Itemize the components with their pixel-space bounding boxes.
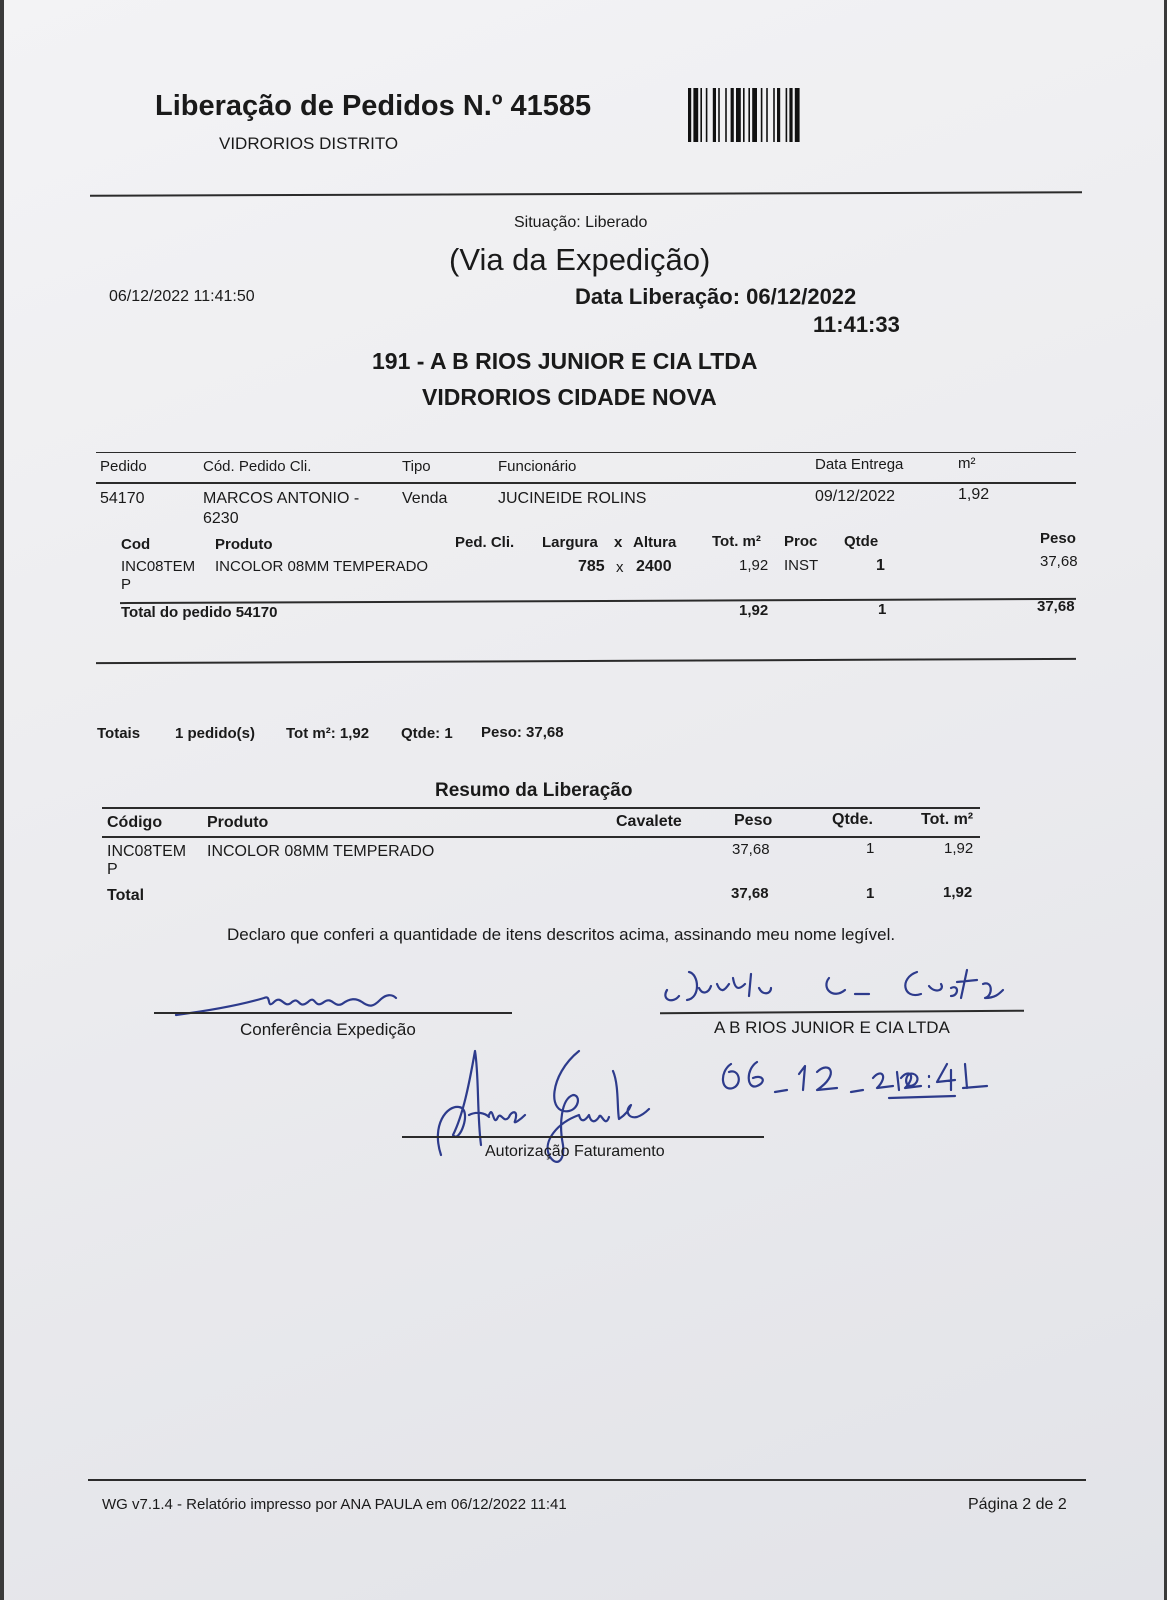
resumo-title: Resumo da Liberação: [435, 780, 633, 801]
autorizacao-label: Autorização Faturamento: [485, 1143, 665, 1160]
resumo-tot-m2: 1,92: [944, 840, 974, 857]
conferencia-label: Conferência Expedição: [240, 1020, 416, 1039]
order-pedido: 54170: [100, 490, 145, 507]
item-col-largura: Largura: [542, 534, 598, 551]
resumo-header-rule: [102, 836, 980, 838]
item-proc: INST: [784, 557, 819, 574]
conferencia-line: [154, 1012, 512, 1014]
order-cod-cli-line2: 6230: [203, 510, 239, 527]
document-page: [4, 0, 1164, 1600]
resumo-col-produto: Produto: [207, 814, 269, 831]
item-col-ped-cli: Ped. Cli.: [455, 534, 515, 551]
order-data-entrega: 09/12/2022: [815, 488, 896, 505]
order-tipo: Venda: [402, 490, 448, 507]
item-tot-m2: 1,92: [739, 557, 769, 574]
item-cod-line1: INC08TEM: [121, 558, 196, 575]
data-liberacao-time: 11:41:33: [813, 312, 900, 337]
situacao-text: Situação: Liberado: [514, 214, 648, 231]
company-signature-label: A B RIOS JUNIOR E CIA LTDA: [714, 1018, 950, 1037]
item-x: x: [616, 559, 624, 576]
col-data-entrega: Data Entrega: [815, 456, 904, 473]
col-cod-pedido-cli: Cód. Pedido Cli.: [203, 458, 312, 475]
conferencia-signature: [174, 980, 404, 1020]
item-altura: 2400: [636, 558, 672, 575]
resumo-total-tot-m2: 1,92: [943, 884, 973, 901]
resumo-total-qtde: 1: [866, 885, 875, 902]
handwritten-date: [717, 1050, 1007, 1110]
resumo-col-tot-m2: Tot. m²: [921, 811, 974, 828]
resumo-peso: 37,68: [732, 841, 770, 858]
totais-qtde: Qtde: 1: [401, 725, 453, 742]
footer-rule: [88, 1479, 1086, 1481]
data-liberacao: Data Liberação: 06/12/2022: [575, 284, 857, 309]
footer-printed-by: WG v7.1.4 - Relatório impresso por ANA PAULA em 06/12/2022 11:41: [102, 1496, 567, 1513]
item-col-produto: Produto: [215, 536, 273, 553]
resumo-top-rule: [102, 807, 980, 809]
footer-page-number: Página 2 de 2: [968, 1496, 1067, 1513]
order-funcionario: JUCINEIDE ROLINS: [498, 490, 647, 507]
resumo-codigo-line1: INC08TEM: [107, 843, 187, 860]
resumo-col-qtde: Qtde.: [832, 811, 873, 828]
item-peso: 37,68: [1040, 553, 1078, 570]
item-largura: 785: [578, 558, 605, 575]
totais-peso: Peso: 37,68: [481, 724, 564, 741]
printed-datetime: 06/12/2022 11:41:50: [109, 288, 255, 305]
totais-label: Totais: [97, 725, 141, 742]
col-tipo: Tipo: [402, 458, 431, 475]
order-table-top-rule: [96, 452, 1076, 453]
item-col-proc: Proc: [784, 533, 818, 550]
order-cod-cli-line1: MARCOS ANTONIO -: [203, 490, 360, 507]
resumo-col-codigo: Código: [107, 814, 163, 831]
header-divider: [90, 191, 1082, 196]
order-total-peso: 37,68: [1037, 598, 1075, 615]
document-title: Liberação de Pedidos N.º 41585: [155, 90, 592, 122]
resumo-col-cavalete: Cavalete: [616, 813, 682, 830]
resumo-produto: INCOLOR 08MM TEMPERADO: [207, 843, 435, 860]
order-total-label: Total do pedido 54170: [121, 604, 278, 621]
col-funcionario: Funcionário: [498, 458, 577, 475]
item-col-cod: Cod: [121, 536, 151, 553]
declaration-text: Declaro que conferi a quantidade de itens descritos acima, assinando meu nome legível.: [227, 925, 896, 944]
item-cod-line2: P: [121, 576, 132, 593]
order-m2: 1,92: [958, 486, 990, 503]
item-qtde: 1: [876, 557, 885, 574]
order-total-qtde: 1: [878, 601, 887, 618]
col-m2: m²: [958, 455, 976, 472]
resumo-col-peso: Peso: [734, 812, 773, 829]
order-header-rule: [96, 482, 1076, 484]
client-name: 191 - A B RIOS JUNIOR E CIA LTDA: [372, 348, 758, 374]
item-col-altura: Altura: [633, 534, 677, 551]
autorizacao-line: [402, 1136, 764, 1138]
barcode-icon: [688, 88, 864, 142]
totais-m2: Tot m²: 1,92: [286, 725, 370, 742]
item-produto: INCOLOR 08MM TEMPERADO: [215, 558, 429, 575]
item-col-x: x: [614, 534, 623, 551]
item-col-tot-m2: Tot. m²: [712, 533, 761, 550]
company-signature-line: [660, 1010, 1024, 1015]
resumo-total-peso: 37,68: [731, 885, 769, 902]
issuer-company: VIDRORIOS DISTRITO: [219, 134, 399, 153]
order-table-bottom-rule: [96, 658, 1076, 664]
item-col-qtde: Qtde: [844, 533, 879, 550]
item-col-peso: Peso: [1040, 530, 1076, 547]
resumo-codigo-line2: P: [107, 861, 118, 878]
order-total-m2: 1,92: [739, 602, 769, 619]
resumo-total-label: Total: [107, 887, 145, 904]
company-signature: [659, 960, 1024, 1010]
resumo-qtde: 1: [866, 840, 875, 857]
col-pedido: Pedido: [100, 458, 147, 475]
totais-pedidos: 1 pedido(s): [175, 725, 256, 742]
client-branch: VIDRORIOS CIDADE NOVA: [422, 384, 717, 410]
via-label: (Via da Expedição): [449, 242, 711, 277]
